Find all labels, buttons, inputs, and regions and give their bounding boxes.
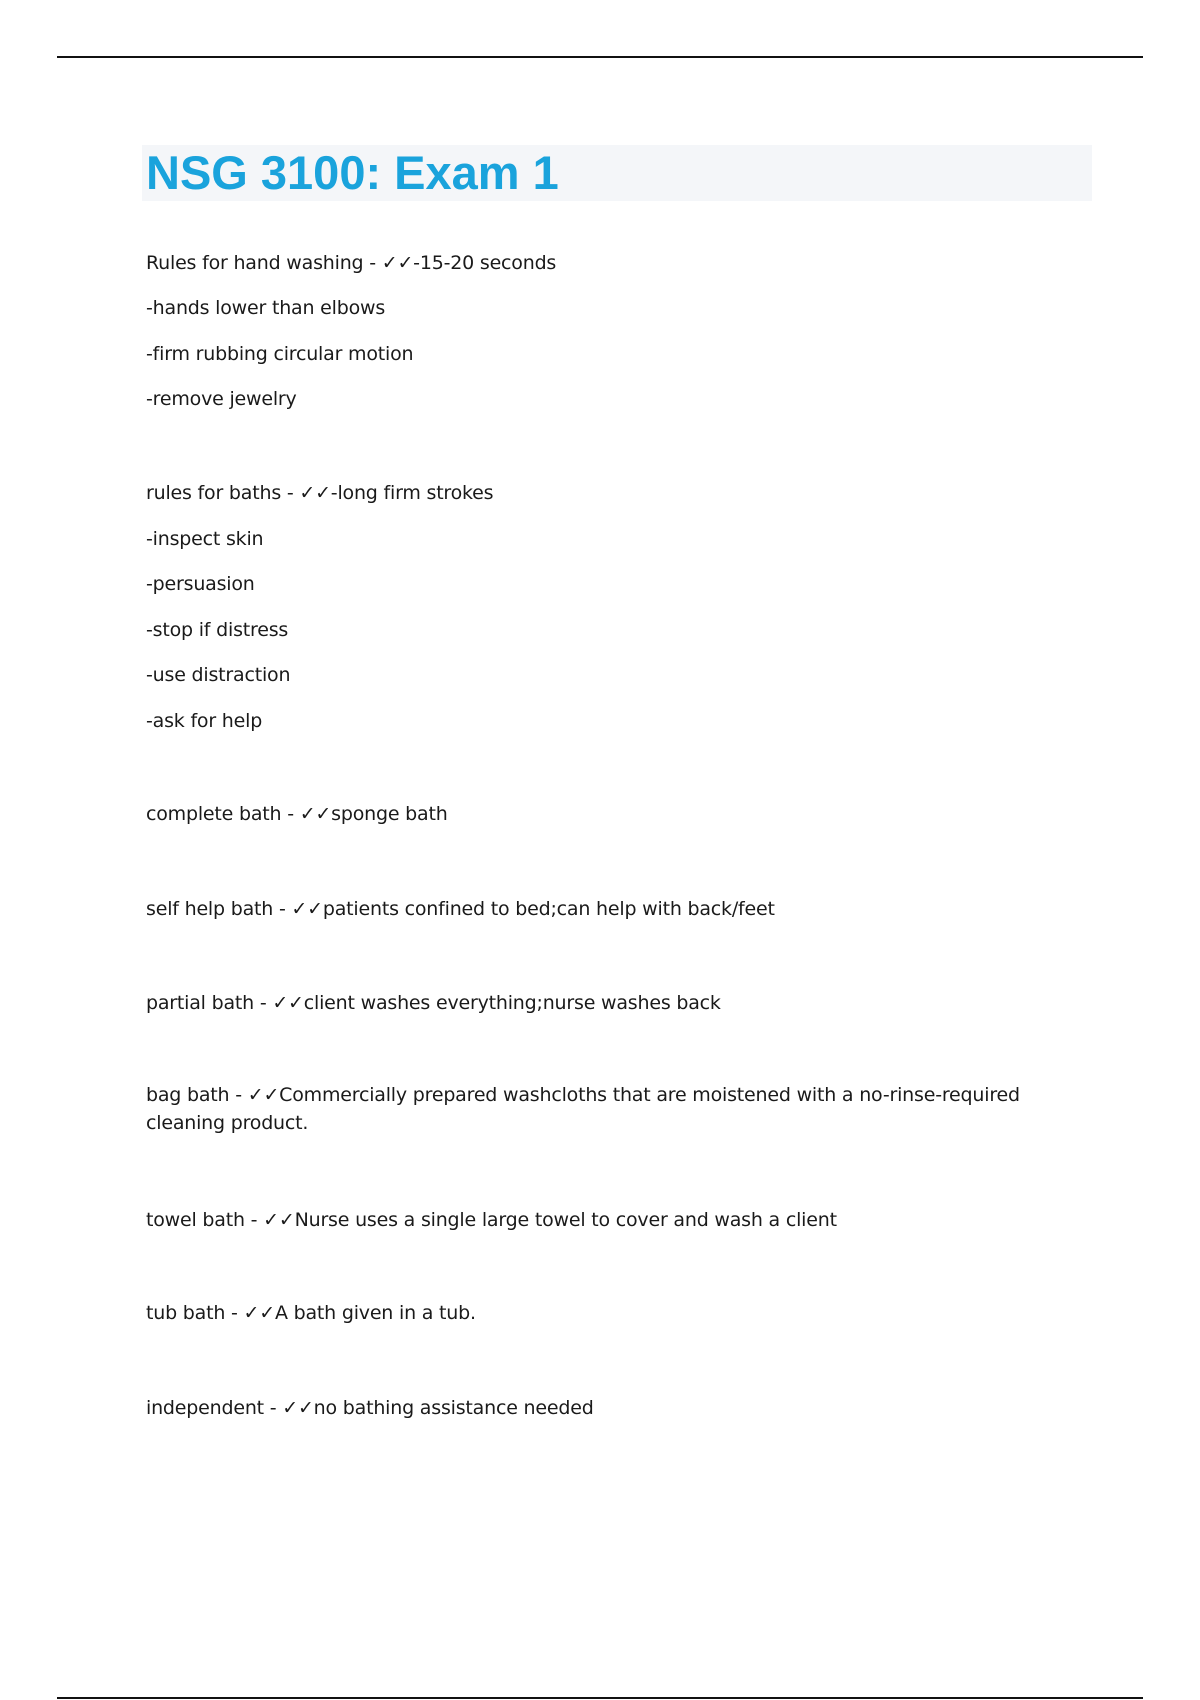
text-line: -inspect skin	[146, 528, 264, 550]
text-line: independent - ✓✓no bathing assistance needed	[146, 1397, 594, 1419]
footer-rule	[57, 1697, 1143, 1699]
text-line: self help bath - ✓✓patients confined to bed;can help with back/feet	[146, 898, 775, 920]
text-line: -persuasion	[146, 573, 255, 595]
text-line: tub bath - ✓✓A bath given in a tub.	[146, 1302, 476, 1324]
header-rule	[57, 56, 1143, 58]
document-title: NSG 3100: Exam 1	[146, 146, 559, 199]
text-line: -remove jewelry	[146, 388, 297, 410]
text-line: bag bath - ✓✓Commercially prepared washcloths that are moistened with a no-rinse-required cleaning product.	[146, 1084, 1020, 1134]
text-line: -ask for help	[146, 710, 263, 732]
text-line: Rules for hand washing - ✓✓-15-20 seconds	[146, 252, 557, 274]
text-line: complete bath - ✓✓sponge bath	[146, 803, 448, 825]
text-line: partial bath - ✓✓client washes everything;nurse washes back	[146, 992, 721, 1014]
text-line: rules for baths - ✓✓-long firm strokes	[146, 482, 494, 504]
text-line: -firm rubbing circular motion	[146, 343, 414, 365]
text-line: -use distraction	[146, 664, 291, 686]
text-line: -stop if distress	[146, 619, 289, 641]
text-line: towel bath - ✓✓Nurse uses a single large towel to cover and wash a client	[146, 1209, 837, 1231]
text-line: -hands lower than elbows	[146, 297, 386, 319]
